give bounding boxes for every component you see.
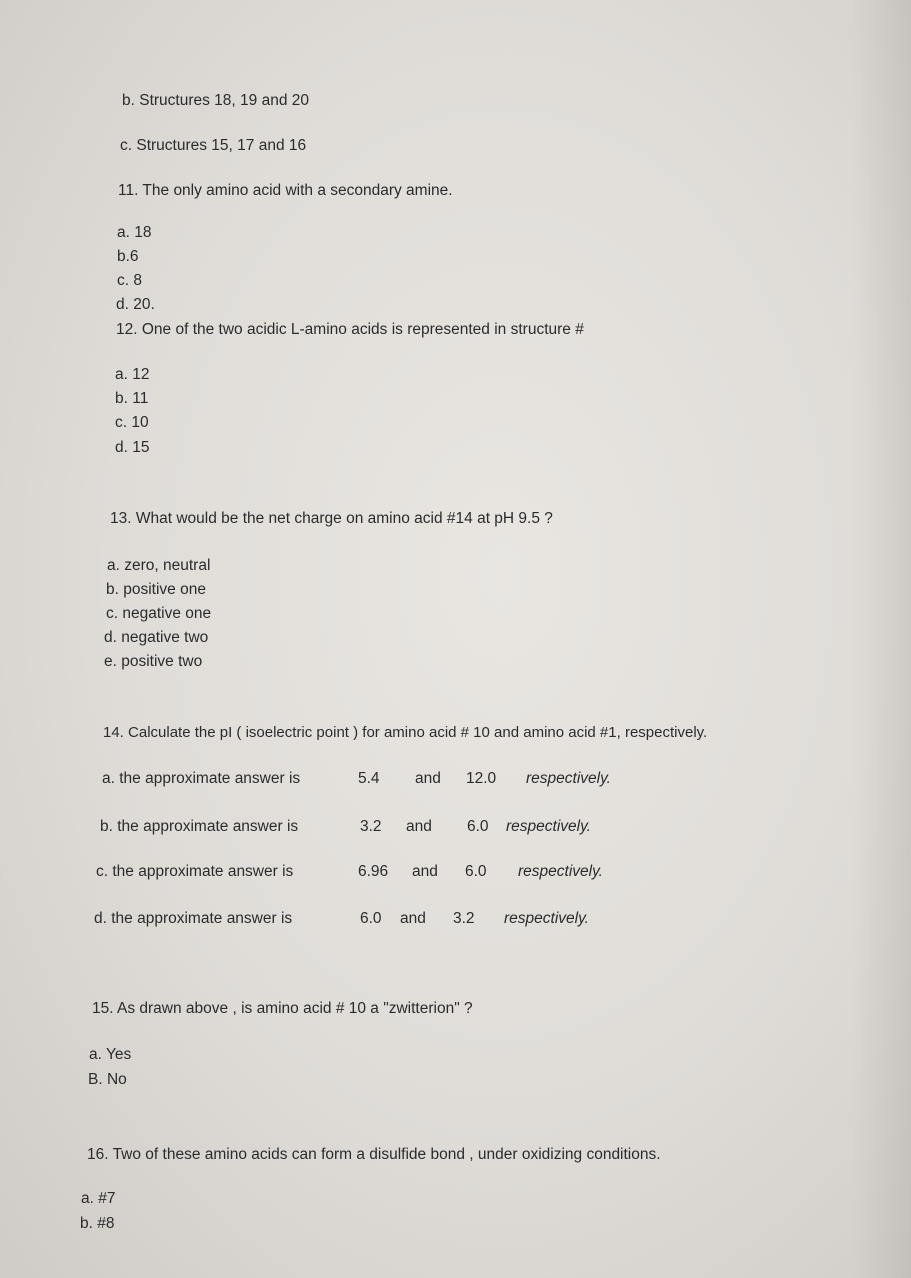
q14-option-a-label: a. the approximate answer is	[102, 770, 301, 787]
q14-option-d-respectively: respectively.	[504, 910, 589, 927]
q14-option-c-label: c. the approximate answer is	[96, 863, 294, 880]
q15-option-a: a. Yes	[89, 1046, 132, 1063]
q14-option-d	[94, 910, 694, 930]
question-14: 14. Calculate the pI ( isoelectric point ) for amino acid # 10 and amino acid #1, respectively.	[103, 724, 708, 741]
q14-option-a-value2: 12.0	[466, 770, 497, 787]
option-c-q10: c. Structures 15, 17 and 16	[120, 137, 307, 154]
q14-option-d-and: and	[400, 910, 426, 927]
q16-option-b: b. #8	[80, 1215, 115, 1232]
page-shadow	[851, 0, 911, 1278]
q14-option-d-value1: 6.0	[360, 910, 382, 927]
q12-option-d: d. 15	[115, 439, 150, 456]
q14-option-d-label: d. the approximate answer is	[94, 910, 293, 927]
q14-option-a-value1: 5.4	[358, 770, 380, 787]
q14-option-b-value1: 3.2	[360, 818, 382, 835]
q14-option-c-value2: 6.0	[465, 863, 487, 880]
q15-option-b: B. No	[88, 1071, 127, 1088]
question-12: 12. One of the two acidic L-amino acids is represented in structure #	[116, 321, 584, 338]
q14-option-d-value2: 3.2	[453, 910, 475, 927]
question-15: 15. As drawn above , is amino acid # 10 a "zwitterion" ?	[92, 1000, 473, 1017]
q14-option-a	[102, 770, 702, 790]
q14-option-b-value2: 6.0	[467, 818, 489, 835]
q16-option-a: a. #7	[81, 1190, 116, 1207]
q11-option-a: a. 18	[117, 224, 152, 241]
q14-option-a-and: and	[415, 770, 441, 787]
q13-option-a: a. zero, neutral	[107, 557, 211, 574]
q13-option-c: c. negative one	[106, 605, 212, 622]
q13-option-b: b. positive one	[106, 581, 206, 598]
q12-option-a: a. 12	[115, 366, 150, 383]
q13-option-e: e. positive two	[104, 653, 203, 670]
q14-option-b	[100, 818, 700, 838]
q11-option-d: d. 20.	[116, 296, 155, 313]
question-16: 16. Two of these amino acids can form a disulfide bond , under oxidizing conditions.	[87, 1146, 661, 1163]
q12-option-c: c. 10	[115, 414, 149, 431]
q14-option-a-respectively: respectively.	[526, 770, 611, 787]
question-11: 11. The only amino acid with a secondary amine.	[118, 182, 453, 199]
q14-option-c-respectively: respectively.	[518, 863, 603, 880]
option-b-q10: b. Structures 18, 19 and 20	[122, 92, 309, 109]
q14-option-c-value1: 6.96	[358, 863, 389, 880]
q11-option-b: b.6	[117, 248, 139, 265]
q14-option-c	[96, 863, 696, 883]
q11-option-c: c. 8	[117, 272, 142, 289]
q13-option-d: d. negative two	[104, 629, 209, 646]
q14-option-b-label: b. the approximate answer is	[100, 818, 299, 835]
question-13: 13. What would be the net charge on amino acid #14 at pH 9.5 ?	[110, 510, 553, 527]
q14-option-b-and: and	[406, 818, 432, 835]
q14-option-c-and: and	[412, 863, 438, 880]
q12-option-b: b. 11	[115, 390, 149, 407]
q14-option-b-respectively: respectively.	[506, 818, 591, 835]
